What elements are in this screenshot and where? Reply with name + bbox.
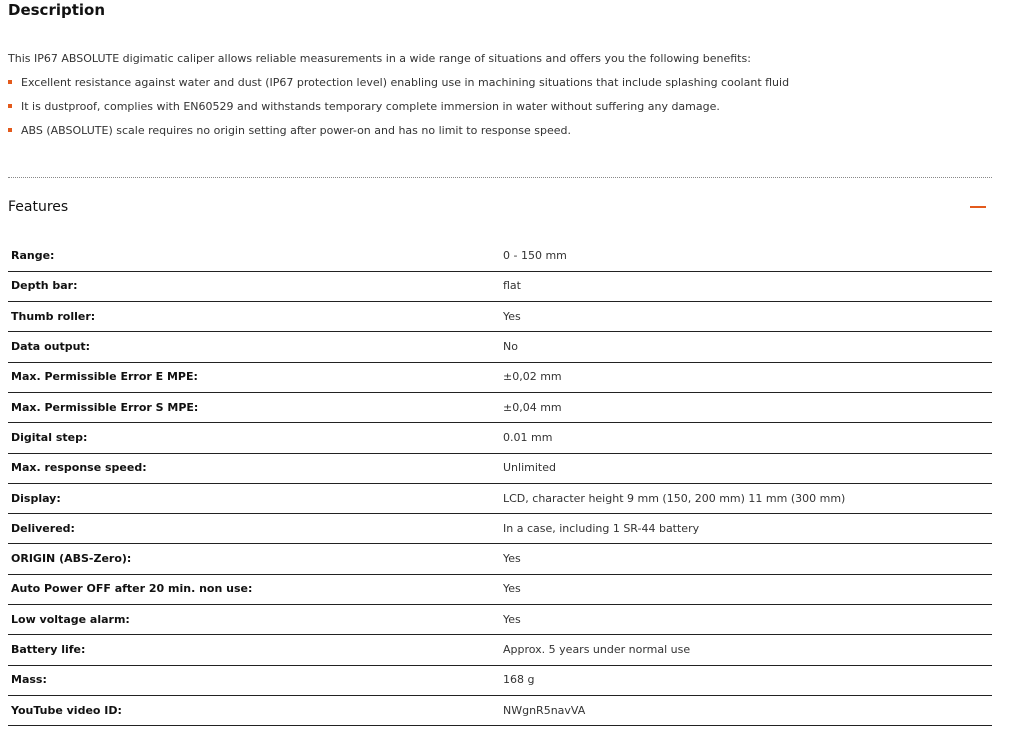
spec-value: NWgnR5navVA bbox=[500, 695, 992, 725]
list-item bbox=[8, 75, 789, 99]
table-row bbox=[8, 665, 992, 695]
list-item bbox=[8, 99, 789, 123]
section-divider bbox=[8, 177, 992, 178]
table-row bbox=[8, 544, 992, 574]
description-intro: This IP67 ABSOLUTE digimatic caliper allows reliable measurements in a wide range of situations and offers you the following benefits: bbox=[8, 52, 751, 65]
table-row bbox=[8, 392, 992, 422]
spec-value: 0 - 150 mm bbox=[500, 241, 992, 271]
minus-icon[interactable] bbox=[970, 206, 986, 208]
table-row bbox=[8, 605, 992, 635]
spec-label: Mass: bbox=[8, 665, 500, 695]
description-title: Description bbox=[8, 1, 106, 19]
table-row bbox=[8, 302, 992, 332]
table-row bbox=[8, 695, 992, 725]
spec-value: 0.01 mm bbox=[500, 423, 992, 453]
table-row bbox=[8, 423, 992, 453]
table-row bbox=[8, 241, 992, 271]
spec-value: In a case, including 1 SR-44 battery bbox=[500, 514, 992, 544]
table-row bbox=[8, 635, 992, 665]
spec-label: Auto Power OFF after 20 min. non use: bbox=[8, 574, 500, 604]
benefit-list bbox=[8, 75, 789, 147]
table-row bbox=[8, 574, 992, 604]
list-item bbox=[8, 123, 789, 147]
bullet-square-icon bbox=[8, 104, 12, 108]
spec-label: YouTube video ID: bbox=[8, 695, 500, 725]
spec-value: No bbox=[500, 332, 992, 362]
features-table bbox=[8, 241, 992, 726]
bullet-text: It is dustproof, complies with EN60529 and withstands temporary complete immersion in water without suffering any damage. bbox=[21, 100, 720, 113]
spec-label: Depth bar: bbox=[8, 271, 500, 301]
table-row bbox=[8, 362, 992, 392]
spec-value: flat bbox=[500, 271, 992, 301]
spec-label: Thumb roller: bbox=[8, 302, 500, 332]
spec-label: Delivered: bbox=[8, 514, 500, 544]
spec-value: LCD, character height 9 mm (150, 200 mm) 11 mm (300 mm) bbox=[500, 483, 992, 513]
spec-label: Battery life: bbox=[8, 635, 500, 665]
spec-value: Unlimited bbox=[500, 453, 992, 483]
features-title: Features bbox=[8, 199, 69, 215]
spec-label: Max. Permissible Error S MPE: bbox=[8, 392, 500, 422]
spec-label: Range: bbox=[8, 241, 500, 271]
spec-value: Yes bbox=[500, 574, 992, 604]
spec-value: ±0,04 mm bbox=[500, 392, 992, 422]
bullet-text: ABS (ABSOLUTE) scale requires no origin setting after power-on and has no limit to response speed. bbox=[21, 124, 572, 137]
table-row bbox=[8, 483, 992, 513]
table-row bbox=[8, 332, 992, 362]
features-header[interactable] bbox=[8, 197, 992, 219]
table-row bbox=[8, 453, 992, 483]
spec-label: Max. response speed: bbox=[8, 453, 500, 483]
spec-value: Yes bbox=[500, 605, 992, 635]
bullet-text: Excellent resistance against water and dust (IP67 protection level) enabling use in machining situations that include splashing coolant fluid bbox=[21, 76, 790, 89]
spec-label: Data output: bbox=[8, 332, 500, 362]
spec-label: ORIGIN (ABS-Zero): bbox=[8, 544, 500, 574]
spec-label: Display: bbox=[8, 483, 500, 513]
spec-value: 168 g bbox=[500, 665, 992, 695]
spec-label: Digital step: bbox=[8, 423, 500, 453]
spec-value: Yes bbox=[500, 544, 992, 574]
spec-value: Approx. 5 years under normal use bbox=[500, 635, 992, 665]
spec-value: Yes bbox=[500, 302, 992, 332]
spec-value: ±0,02 mm bbox=[500, 362, 992, 392]
bullet-square-icon bbox=[8, 80, 12, 84]
bullet-square-icon bbox=[8, 128, 12, 132]
spec-label: Low voltage alarm: bbox=[8, 605, 500, 635]
spec-label: Max. Permissible Error E MPE: bbox=[8, 362, 500, 392]
table-row bbox=[8, 271, 992, 301]
table-row bbox=[8, 514, 992, 544]
